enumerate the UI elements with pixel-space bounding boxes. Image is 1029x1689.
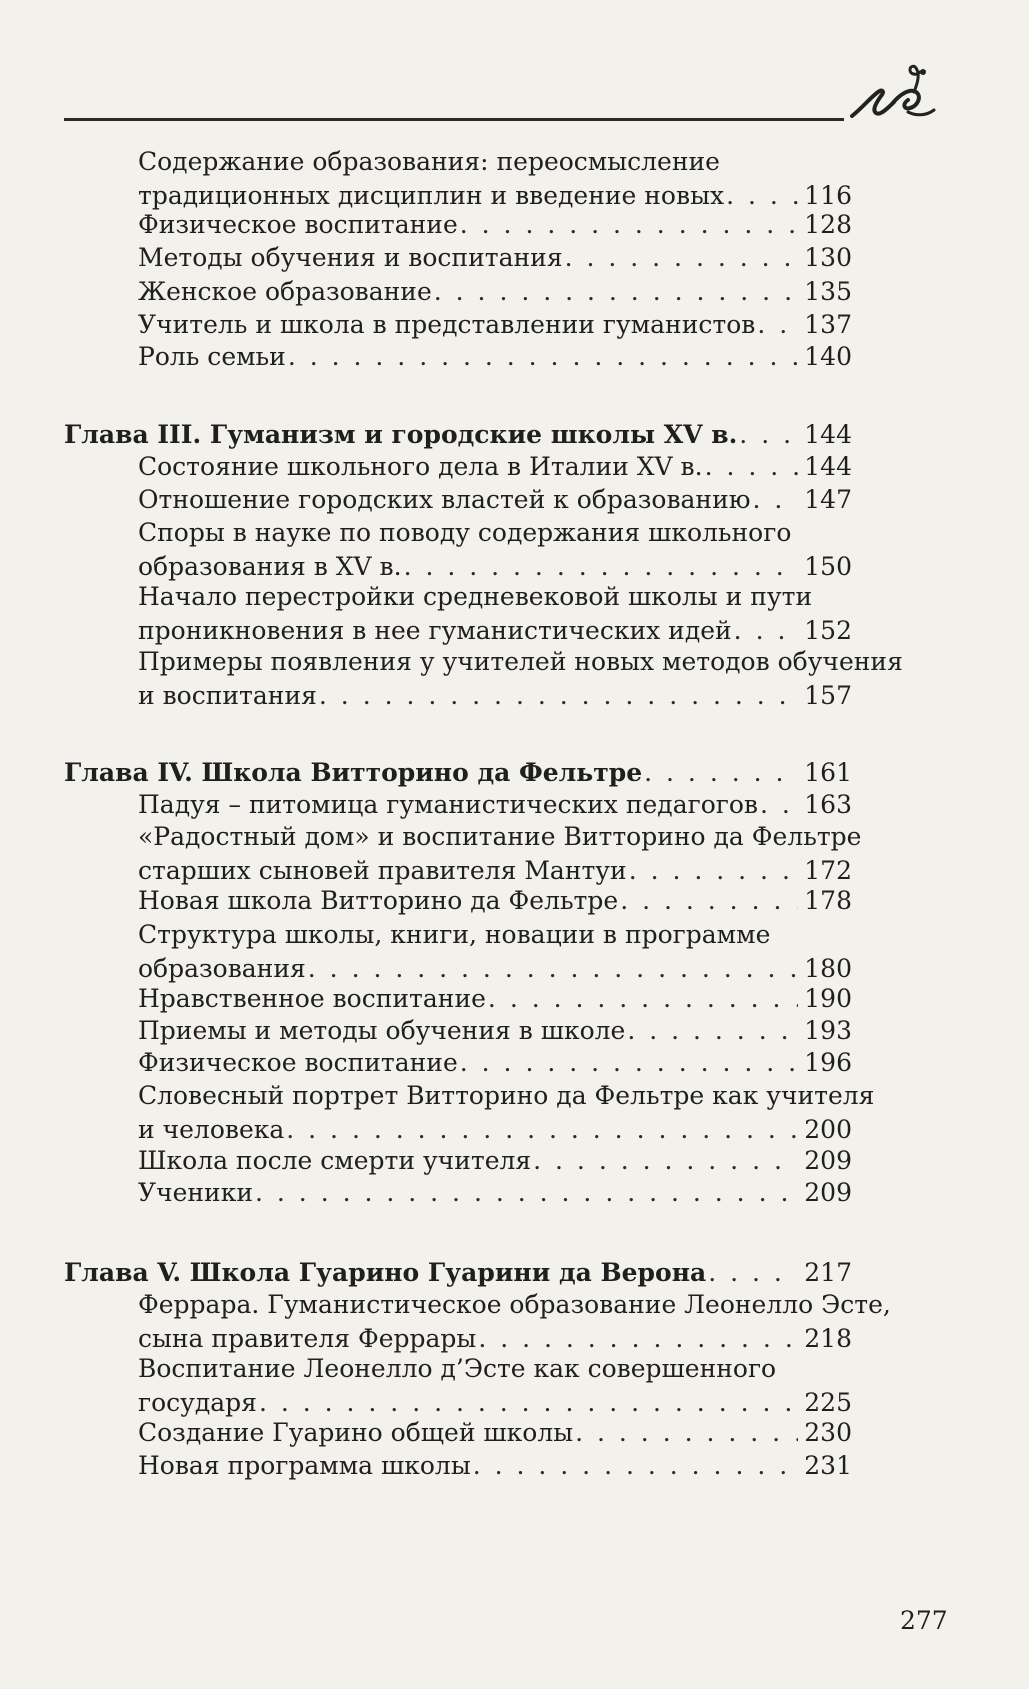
toc-entry-title: Падуя – питомица гуманистических педагогов: [138, 790, 758, 819]
toc-entry-title: Глава IV. Школа Витторино да Фельтре: [64, 758, 643, 787]
toc-page-number: 130: [804, 243, 852, 272]
toc-entry-title: Приемы и методы обучения в школе: [138, 1016, 626, 1045]
dot-leader: [255, 1176, 798, 1210]
toc-page-number: 144: [804, 420, 852, 449]
toc-entry-title: Воспитание Леонелло д’Эсте как совершенного: [138, 1354, 777, 1383]
dot-leader: [319, 679, 798, 713]
dot-leader: [760, 788, 798, 822]
toc-entry-title: Структура школы, книги, новации в программе: [138, 920, 771, 949]
dot-leader: [286, 1113, 798, 1147]
toc-entry-title: Физическое воспитание: [138, 1048, 458, 1077]
dot-leader: [629, 854, 799, 888]
toc-page-number: 140: [804, 342, 852, 371]
toc-entry-title: Словесный портрет Витторино да Фельтре как учителя: [138, 1081, 875, 1110]
page-number: 277: [900, 1606, 948, 1635]
toc-entry-title: образования: [138, 953, 306, 983]
toc-page-number: 137: [804, 310, 852, 339]
toc-entry-title: образования в XV в.: [138, 551, 402, 581]
toc-page-number: 231: [804, 1451, 852, 1480]
toc-page-number: 157: [804, 680, 852, 710]
toc-page-number: 178: [804, 886, 852, 915]
dot-leader: [259, 1386, 798, 1420]
toc-entry-title: Споры в науке по поводу содержания школьного: [138, 518, 792, 547]
toc-entry-title: Глава V. Школа Гуарино Гуарини да Верона: [64, 1258, 707, 1287]
toc-page-number: 147: [804, 485, 852, 514]
dot-leader: [460, 208, 799, 242]
toc-entry-title: Состояние школьного дела в Италии XV в.: [138, 452, 703, 481]
dot-leader: [460, 1046, 799, 1080]
toc-page-number: 180: [804, 953, 852, 983]
toc-page-number: 135: [804, 277, 852, 306]
dot-leader: [473, 1449, 799, 1483]
toc-entry-title: «Радостный дом» и воспитание Витторино да Фельтре: [138, 822, 862, 851]
toc-page-number: 128: [804, 210, 852, 239]
toc-entry-title: Содержание образования: переосмысление: [138, 147, 720, 176]
toc-entry-title: Школа после смерти учителя: [138, 1146, 532, 1175]
dot-leader: [308, 952, 799, 986]
toc-page-number: 230: [804, 1418, 852, 1447]
toc-entry-title: и человека: [138, 1114, 285, 1144]
dot-leader: [575, 1416, 798, 1450]
toc-entry-title: Отношение городских властей к образованию: [138, 485, 751, 514]
toc-entry-title: государя: [138, 1387, 257, 1417]
dot-leader: [288, 340, 798, 374]
toc-page-number: 190: [804, 984, 852, 1013]
dot-leader: [734, 614, 799, 648]
dot-leader: [434, 275, 799, 309]
toc-entry-title: Нравственное воспитание: [138, 984, 486, 1013]
toc-page-number: 116: [804, 180, 852, 210]
toc-page-number: 218: [804, 1323, 852, 1353]
dot-leader: [708, 1256, 798, 1290]
dot-leader: [757, 308, 798, 342]
toc-page-number: 209: [804, 1178, 852, 1207]
toc-page-number: 200: [804, 1114, 852, 1144]
toc-entry-title: и воспитания: [138, 680, 317, 710]
dot-leader: [565, 241, 799, 275]
toc-entry-title: Новая программа школы: [138, 1451, 471, 1480]
toc-entry-title: Начало перестройки средневековой школы и пути: [138, 582, 813, 611]
toc-entry-title: Новая школа Витторино да Фельтре: [138, 886, 619, 915]
toc-entry-title: традиционных дисциплин и введение новых: [138, 180, 725, 210]
toc-entry-title: Методы обучения и воспитания: [138, 243, 563, 272]
toc-page-number: 172: [804, 855, 852, 885]
toc-entry-title: Создание Гуарино общей школы: [138, 1418, 574, 1447]
toc-page-number: 163: [804, 790, 852, 819]
toc-page-number: 152: [804, 615, 852, 645]
toc-entry-title: Феррара. Гуманистическое образование Леонелло Эсте,: [138, 1290, 891, 1319]
toc-entry-title: Ученики: [138, 1178, 254, 1207]
dot-leader: [705, 450, 799, 484]
toc-entry-title: Физическое воспитание: [138, 210, 458, 239]
dot-leader: [478, 1322, 798, 1356]
dot-leader: [404, 550, 799, 584]
toc-page-number: 225: [804, 1387, 852, 1417]
toc-entry-title: проникновения в нее гуманистических идей: [138, 615, 732, 645]
dot-leader: [753, 483, 799, 517]
toc-page-number: 150: [804, 551, 852, 581]
toc-entry-title: старших сыновей правителя Мантуи: [138, 855, 627, 885]
dot-leader: [644, 756, 798, 790]
dot-leader: [488, 982, 798, 1016]
toc-entry-title: Глава III. Гуманизм и городские школы XV в.: [64, 420, 738, 449]
toc-entry-title: Примеры появления у учителей новых методов обучения: [138, 647, 903, 676]
toc-page-number: 209: [804, 1146, 852, 1175]
dot-leader: [627, 1014, 798, 1048]
toc-entry-title: Учитель и школа в представлении гуманистов: [138, 310, 756, 339]
toc-page-number: 196: [804, 1048, 852, 1077]
toc-page-number: 144: [804, 452, 852, 481]
toc-page-number: 217: [804, 1258, 852, 1287]
dot-leader: [533, 1144, 798, 1178]
toc-page-number: 161: [804, 758, 852, 787]
toc-entry-title: Женское образование: [138, 277, 432, 306]
dot-leader: [620, 884, 798, 918]
toc-entry-title: сына правителя Феррары: [138, 1323, 477, 1353]
toc-page-number: 193: [804, 1016, 852, 1045]
dot-leader: [739, 418, 798, 452]
toc-entry-title: Роль семьи: [138, 342, 286, 371]
